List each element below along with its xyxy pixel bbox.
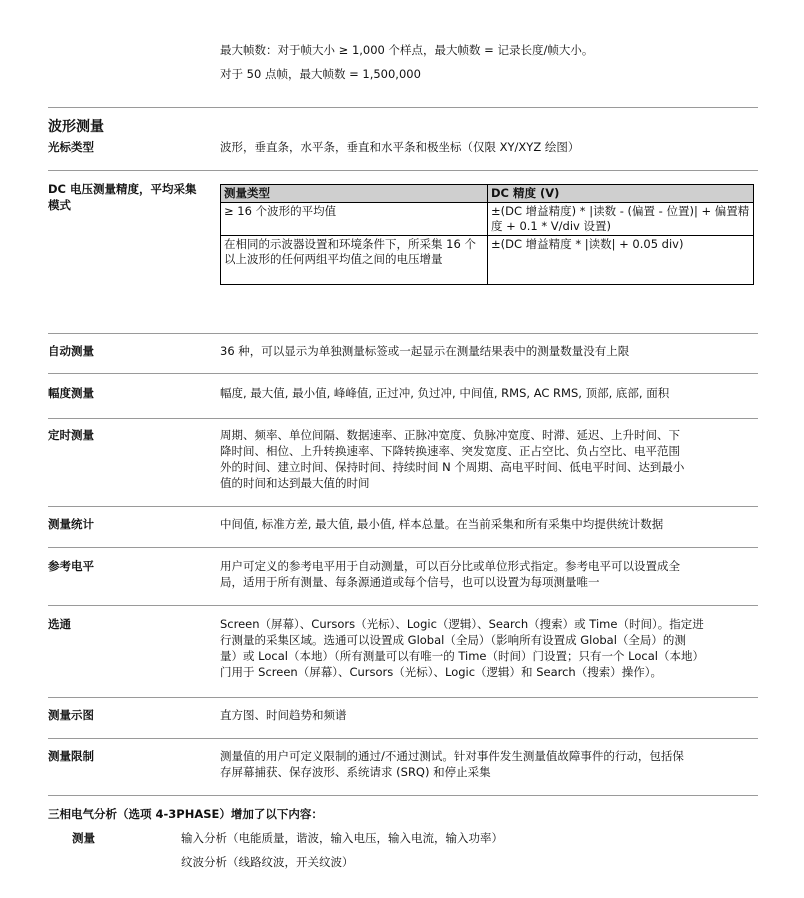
divider bbox=[48, 506, 758, 507]
table-row bbox=[221, 203, 754, 236]
limits-value bbox=[220, 748, 755, 780]
section-title: 波形测量 bbox=[48, 119, 104, 135]
three-phase-measure-label: 测量 bbox=[72, 831, 95, 845]
dc-accuracy-label-line-2: 模式 bbox=[48, 198, 71, 212]
gating-label: 选通 bbox=[48, 617, 71, 631]
plots-value: 直方图、时间趋势和频谱 bbox=[220, 708, 347, 722]
timing-line: 周期、频率、单位间隔、数据速率、正脉冲宽度、负脉冲宽度、时滞、延迟、上升时间、下 bbox=[220, 428, 680, 442]
ref-level-line: 局，适用于所有测量、每条源通道或每个信号，也可以设置为每项测量唯一 bbox=[220, 575, 600, 589]
stats-label: 测量统计 bbox=[48, 517, 94, 531]
timing-line: 降时间、相位、上升转换速率、下降转换速率、突发宽度、正占空比、负占空比、电平范围 bbox=[220, 444, 680, 458]
ref-level-label: 参考电平 bbox=[48, 559, 94, 573]
gating-line: 门用于 Screen（屏幕）、Cursors（光标）、Logic（逻辑）和 Search（搜索）操作）。 bbox=[220, 665, 662, 679]
stats-value: 中间值, 标准方差, 最大值, 最小值, 样本总量。在当前采集和所有采集中均提供统计数据 bbox=[220, 517, 664, 531]
dc-accuracy-label bbox=[48, 181, 218, 213]
table-cell: ±(DC 增益精度 * |读数| + 0.05 div) bbox=[488, 236, 754, 285]
timing-line: 外的时间、建立时间、保持时间、持续时间 N 个周期、高电平时间、低电平时间、达到最小 bbox=[220, 460, 685, 474]
plots-label: 测量示图 bbox=[48, 708, 94, 722]
gating-line: 量）或 Local（本地）（所有测量可以有唯一的 Time（时间）门设置；只有一个 Local（本地） bbox=[220, 649, 704, 663]
timing-value bbox=[220, 427, 755, 491]
divider bbox=[48, 333, 758, 334]
table-row bbox=[221, 236, 754, 285]
divider bbox=[48, 738, 758, 739]
amplitude-label: 幅度测量 bbox=[48, 386, 94, 400]
timing-line: 值的时间和达到最大值的时间 bbox=[220, 476, 370, 490]
intro-line-1: 最大帧数：对于帧大小 ≥ 1,000 个样点，最大帧数 = 记录长度/帧大小。 bbox=[220, 43, 594, 57]
cursor-type-value: 波形，垂直条，水平条，垂直和水平条和极坐标（仅限 XY/XYZ 绘图） bbox=[220, 140, 580, 154]
three-phase-line-2: 纹波分析（线路纹波，开关纹波） bbox=[181, 855, 354, 869]
divider bbox=[48, 418, 758, 419]
dc-accuracy-table bbox=[220, 184, 754, 285]
divider bbox=[48, 170, 758, 171]
divider bbox=[48, 697, 758, 698]
table-cell: 在相同的示波器设置和环境条件下，所采集 16 个以上波形的任何两组平均值之间的电压增量 bbox=[221, 236, 488, 285]
dc-accuracy-label-line-1: DC 电压测量精度，平均采集 bbox=[48, 182, 197, 196]
three-phase-line-1: 输入分析（电能质量，谐波，输入电压，输入电流，输入功率） bbox=[181, 831, 503, 845]
ref-level-value bbox=[220, 558, 755, 590]
divider bbox=[48, 547, 758, 548]
timing-label: 定时测量 bbox=[48, 428, 94, 442]
table-cell: ≥ 16 个波形的平均值 bbox=[221, 203, 488, 236]
divider bbox=[48, 373, 758, 374]
divider bbox=[48, 107, 758, 108]
auto-measure-value: 36 种，可以显示为单独测量标签或一起显示在测量结果表中的测量数量没有上限 bbox=[220, 344, 630, 358]
table-cell: ±(DC 增益精度) * |读数 - (偏置 - 位置)| + 偏置精度 + 0.1 * V/div 设置) bbox=[488, 203, 754, 236]
limits-line: 存屏幕捕获、保存波形、系统请求 (SRQ) 和停止采集 bbox=[220, 765, 491, 779]
table-header-row bbox=[221, 185, 754, 203]
table-header-cell: 测量类型 bbox=[221, 185, 488, 203]
divider bbox=[48, 795, 758, 796]
gating-value bbox=[220, 616, 755, 680]
three-phase-title: 三相电气分析（选项 4-3PHASE）增加了以下内容： bbox=[48, 807, 323, 821]
gating-line: Screen（屏幕）、Cursors（光标）、Logic（逻辑）、Search（搜索）或 Time（时间）。指定进 bbox=[220, 617, 704, 631]
ref-level-line: 用户可定义的参考电平用于自动测量，可以百分比或单位形式指定。参考电平可以设置成全 bbox=[220, 559, 680, 573]
limits-line: 测量值的用户可定义限制的通过/不通过测试。针对事件发生测量值故障事件的行动，包括保 bbox=[220, 749, 684, 763]
intro-line-2: 对于 50 点帧，最大帧数 = 1,500,000 bbox=[220, 67, 421, 81]
gating-line: 行测量的采集区域。选通可以设置成 Global（全局）（影响所有设置成 Global（全局）的测 bbox=[220, 633, 686, 647]
cursor-type-label: 光标类型 bbox=[48, 140, 94, 154]
divider bbox=[48, 605, 758, 606]
amplitude-value: 幅度, 最大值, 最小值, 峰峰值, 正过冲, 负过冲, 中间值, RMS, AC RMS, 顶部, 底部, 面积 bbox=[220, 386, 670, 400]
auto-measure-label: 自动测量 bbox=[48, 344, 94, 358]
table-header-cell: DC 精度 (V) bbox=[488, 185, 754, 203]
limits-label: 测量限制 bbox=[48, 749, 94, 763]
